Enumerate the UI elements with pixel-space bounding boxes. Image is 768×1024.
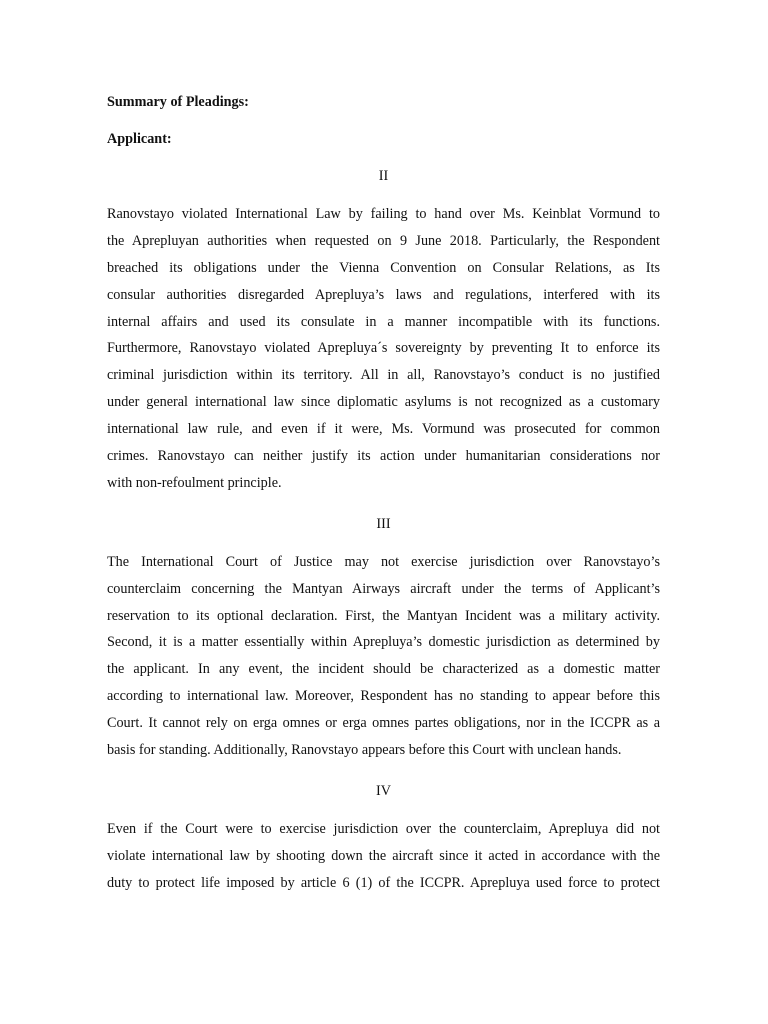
paragraph-line: international law rule, and even if it were, Ms. Vormund was prosecuted for common bbox=[107, 421, 660, 438]
paragraph-line: Even if the Court were to exercise jurisdiction over the counterclaim, Aprepluya did not bbox=[107, 820, 660, 837]
paragraph-line: under general international law since diplomatic asylums is not recognized as a customary bbox=[107, 394, 660, 411]
section-paragraph-ii bbox=[107, 201, 660, 497]
section-paragraph-iv bbox=[107, 816, 660, 897]
paragraph-line: The International Court of Justice may not exercise jurisdiction over Ranovstayo’s bbox=[107, 553, 660, 570]
section-numeral-iii: III bbox=[376, 515, 391, 532]
paragraph-line: internal affairs and used its consulate in a manner incompatible with its functions. bbox=[107, 313, 660, 330]
paragraph-line: Ranovstayo violated International Law by failing to hand over Ms. Keinblat Vormund to bbox=[107, 206, 660, 222]
paragraph-line: according to international law. Moreover, Respondent has no standing to appear before this bbox=[107, 688, 660, 705]
paragraph-line: the applicant. In any event, the incident should be characterized as a domestic matter bbox=[107, 661, 660, 678]
paragraph-line: consular authorities disregarded Aprepluya’s laws and regulations, interfered with its bbox=[107, 286, 660, 303]
paragraph-line: violate international law by shooting down the aircraft since it acted in accordance with the bbox=[107, 847, 660, 864]
paragraph-line: criminal jurisdiction within its territory. All in all, Ranovstayo’s conduct is no justified bbox=[107, 367, 660, 384]
paragraph-line: the Aprepluyan authorities when requested on 9 June 2018. Particularly, the Respondent bbox=[107, 232, 660, 249]
document-title: Summary of Pleadings: bbox=[107, 94, 249, 110]
paragraph-line: basis for standing. Additionally, Ranovstayo appears before this Court with unclean hands. bbox=[107, 742, 622, 759]
paragraph-line: Court. It cannot rely on erga omnes or erga omnes partes obligations, nor in the ICCPR as a bbox=[107, 715, 660, 732]
paragraph-line: reservation to its optional declaration. First, the Mantyan Incident was a military activity. bbox=[107, 607, 660, 624]
paragraph-line: Second, it is a matter essentially within Aprepluya’s domestic jurisdiction as determined by bbox=[107, 634, 660, 651]
party-heading: Applicant: bbox=[107, 131, 172, 147]
section-paragraph-iii bbox=[107, 549, 660, 764]
section-numeral-iv: IV bbox=[376, 782, 391, 799]
paragraph-line: Furthermore, Ranovstayo violated Aprepluya´s sovereignty by preventing It to enforce its bbox=[107, 340, 660, 357]
section-numeral-ii: II bbox=[378, 168, 389, 184]
paragraph-line: counterclaim concerning the Mantyan Airways aircraft under the terms of Applicant’s bbox=[107, 580, 660, 597]
paragraph-line: duty to protect life imposed by article 6 (1) of the ICCPR. Aprepluya used force to protect bbox=[107, 874, 660, 891]
paragraph-line: with non-refoulment principle. bbox=[107, 474, 282, 491]
paragraph-line: breached its obligations under the Vienna Convention on Consular Relations, as Its bbox=[107, 259, 660, 276]
paragraph-line: crimes. Ranovstayo can neither justify its action under humanitarian considerations nor bbox=[107, 448, 660, 465]
document-page bbox=[107, 92, 660, 897]
